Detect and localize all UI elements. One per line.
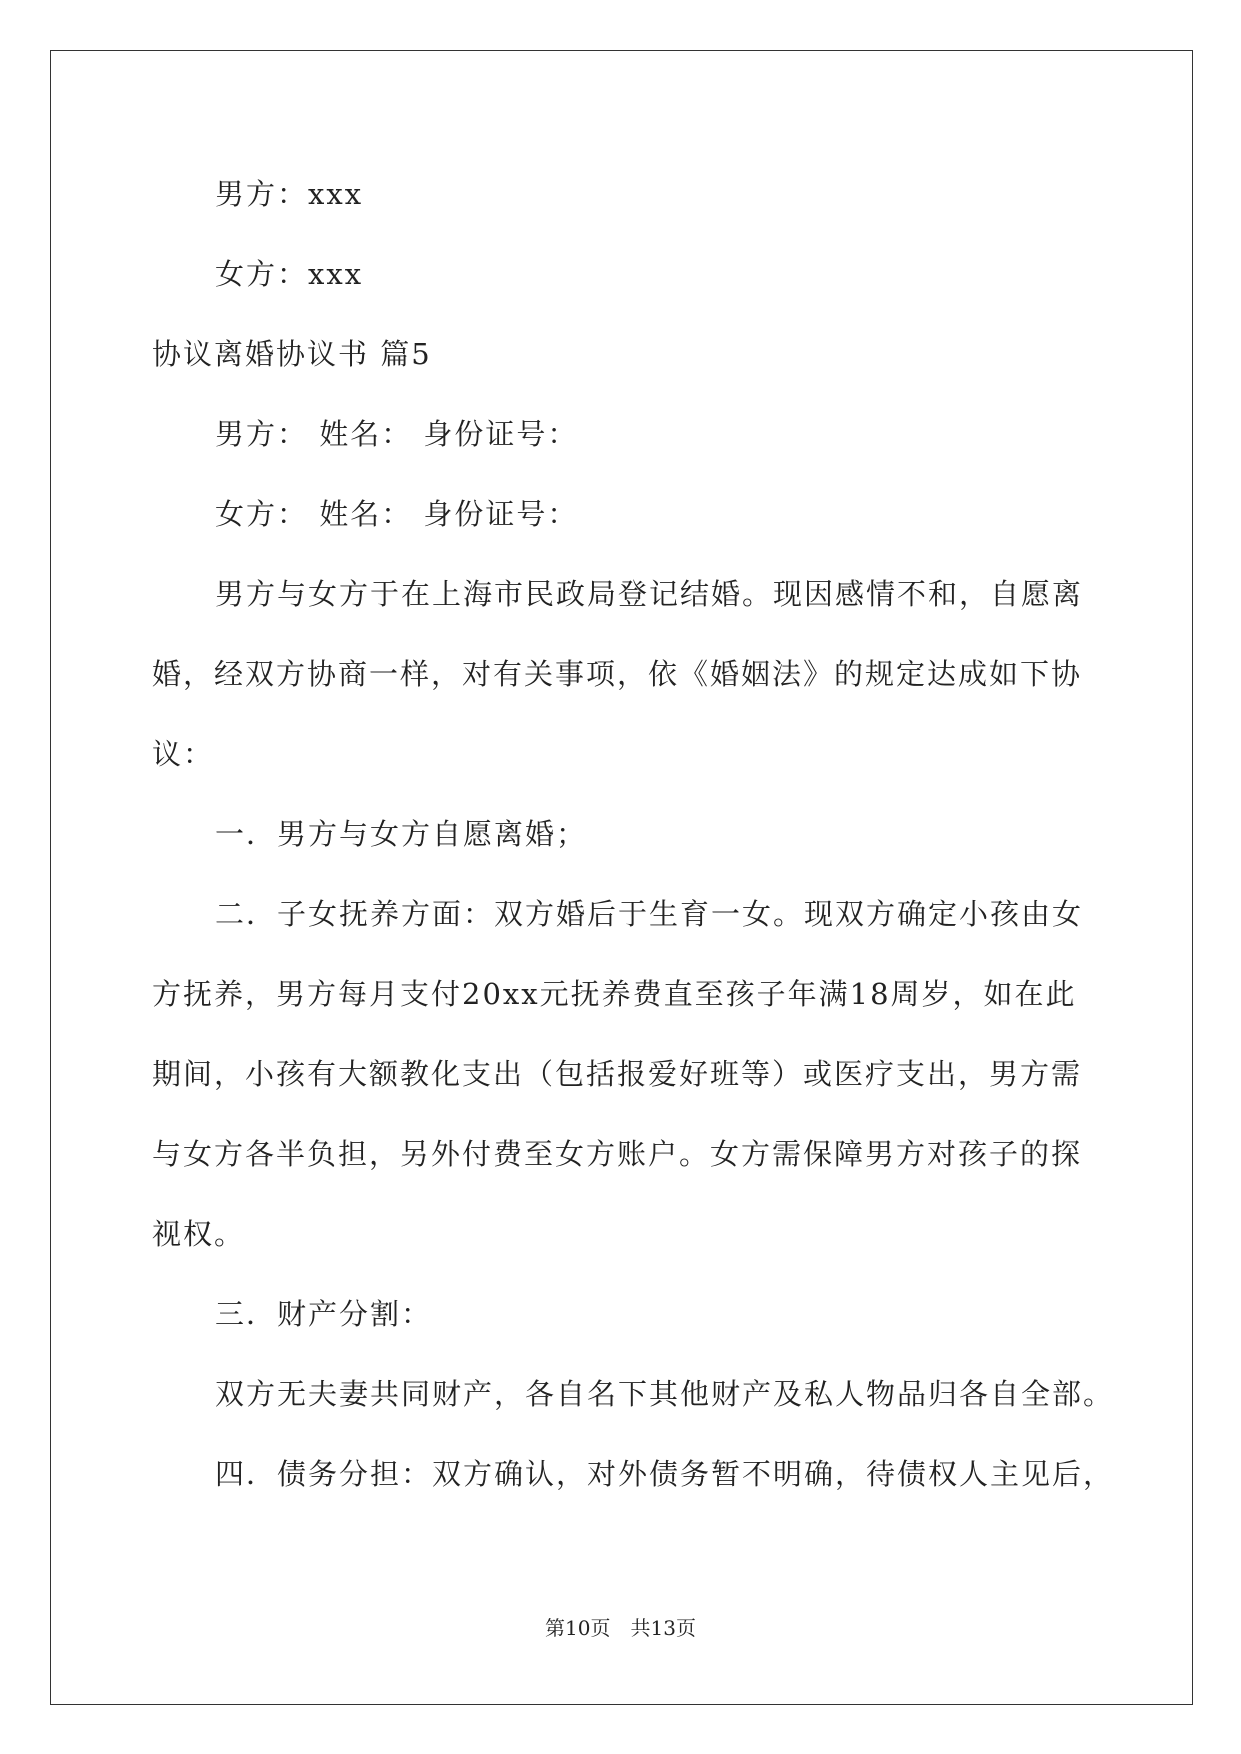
- paragraph-line: 议：: [152, 737, 215, 771]
- clause-one: 一．男方与女方自愿离婚；: [215, 817, 588, 851]
- clause-two-line: 方抚养，男方每月支付20xx元抚养费直至孩子年满18周岁，如在此: [152, 977, 1077, 1011]
- clause-two-line: 视权。: [152, 1217, 246, 1251]
- paragraph-line: 男方与女方于在上海市民政局登记结婚。现因感情不和，自愿离: [215, 577, 1084, 611]
- clause-three-detail: 双方无夫妻共同财产，各自名下其他财产及私人物品归各自全部。: [215, 1377, 1115, 1411]
- male-info-line: 男方： 姓名： 身份证号：: [215, 417, 579, 451]
- clause-two-line: 二．子女抚养方面：双方婚后于生育一女。现双方确定小孩由女: [215, 897, 1084, 931]
- section-heading: 协议离婚协议书 篇5: [152, 337, 432, 371]
- page-number: 第10页 共13页: [545, 1616, 696, 1640]
- female-party-line: 女方：xxx: [215, 257, 364, 291]
- clause-two-line: 与女方各半负担，另外付费至女方账户。女方需保障男方对孩子的探: [152, 1137, 1083, 1171]
- clause-four: 四．债务分担：双方确认，对外债务暂不明确，待债权人主见后，: [215, 1457, 1115, 1491]
- paragraph-line: 婚，经双方协商一样，对有关事项，依《婚姻法》的规定达成如下协: [152, 657, 1083, 691]
- female-info-line: 女方： 姓名： 身份证号：: [215, 497, 579, 531]
- clause-two-line: 期间，小孩有大额教化支出（包括报爱好班等）或医疗支出，男方需: [152, 1057, 1083, 1091]
- clause-three: 三．财产分割：: [215, 1297, 433, 1331]
- male-party-line: 男方：xxx: [215, 177, 364, 211]
